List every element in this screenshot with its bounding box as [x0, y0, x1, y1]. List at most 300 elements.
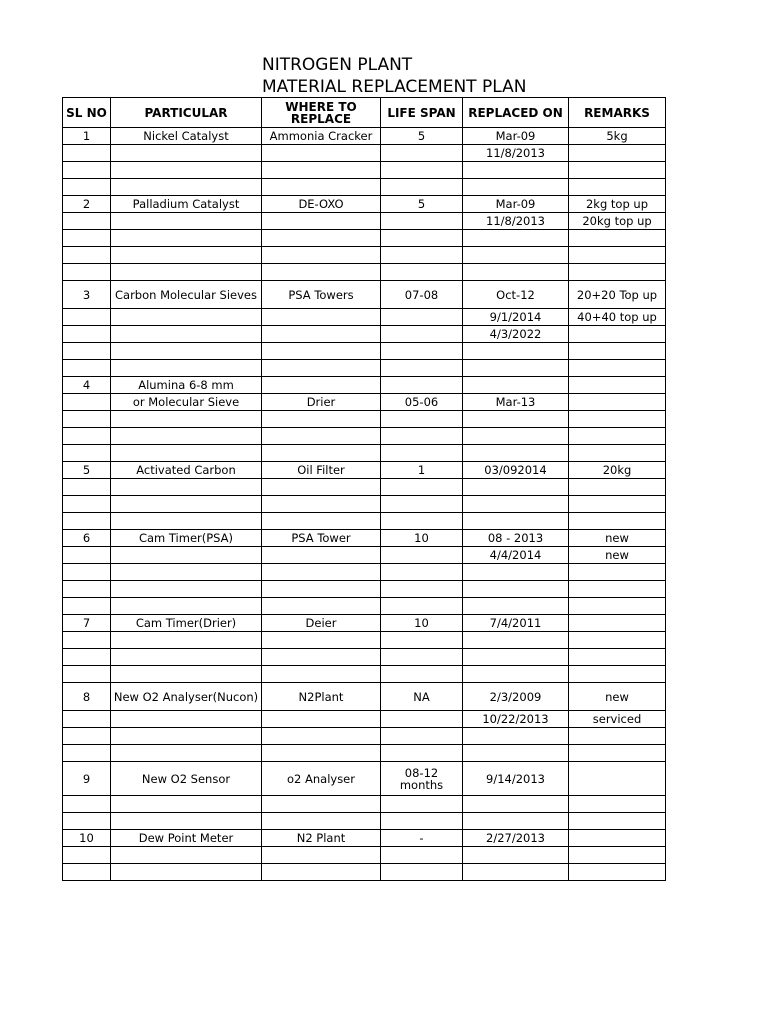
cell-remarks: new [569, 683, 666, 711]
cell-replaced-on [463, 496, 569, 513]
cell-particular [111, 479, 262, 496]
cell-where-to-replace: N2 Plant [262, 830, 381, 847]
table-row [63, 864, 666, 881]
cell-particular [111, 309, 262, 326]
cell-where-to-replace [262, 666, 381, 683]
cell-sl-no: 9 [63, 762, 111, 796]
cell-particular: Cam Timer(PSA) [111, 530, 262, 547]
cell-particular [111, 230, 262, 247]
cell-where-to-replace [262, 547, 381, 564]
cell-sl-no [63, 213, 111, 230]
cell-replaced-on [463, 428, 569, 445]
cell-replaced-on: 4/3/2022 [463, 326, 569, 343]
cell-particular [111, 428, 262, 445]
cell-replaced-on [463, 632, 569, 649]
cell-where-to-replace [262, 247, 381, 264]
cell-sl-no: 2 [63, 196, 111, 213]
cell-sl-no [63, 247, 111, 264]
cell-sl-no [63, 864, 111, 881]
cell-replaced-on: 2/3/2009 [463, 683, 569, 711]
table-row [63, 179, 666, 196]
cell-life-span: 10 [381, 530, 463, 547]
cell-where-to-replace: Oil Filter [262, 462, 381, 479]
cell-where-to-replace [262, 230, 381, 247]
cell-where-to-replace [262, 428, 381, 445]
cell-replaced-on: 08 - 2013 [463, 530, 569, 547]
cell-life-span [381, 796, 463, 813]
cell-life-span [381, 847, 463, 864]
cell-remarks [569, 864, 666, 881]
table-row [63, 230, 666, 247]
cell-where-to-replace [262, 411, 381, 428]
cell-life-span [381, 513, 463, 530]
table-row [63, 513, 666, 530]
cell-where-to-replace [262, 796, 381, 813]
table-row [63, 728, 666, 745]
cell-remarks [569, 513, 666, 530]
cell-remarks [569, 343, 666, 360]
cell-particular [111, 745, 262, 762]
cell-particular [111, 847, 262, 864]
cell-where-to-replace: PSA Tower [262, 530, 381, 547]
table-row [63, 479, 666, 496]
table-row [63, 632, 666, 649]
cell-life-span [381, 445, 463, 462]
table-row [63, 547, 666, 564]
table-row [63, 666, 666, 683]
cell-remarks [569, 394, 666, 411]
cell-remarks [569, 179, 666, 196]
cell-life-span [381, 564, 463, 581]
header-sl-no: SL NO [63, 98, 111, 128]
cell-remarks [569, 445, 666, 462]
table-row [63, 162, 666, 179]
cell-sl-no [63, 796, 111, 813]
cell-sl-no [63, 230, 111, 247]
cell-where-to-replace [262, 745, 381, 762]
cell-replaced-on: 10/22/2013 [463, 711, 569, 728]
table-row [63, 813, 666, 830]
cell-life-span: 5 [381, 128, 463, 145]
cell-replaced-on [463, 796, 569, 813]
cell-sl-no [63, 360, 111, 377]
cell-where-to-replace [262, 162, 381, 179]
cell-remarks [569, 598, 666, 615]
cell-sl-no [63, 411, 111, 428]
cell-remarks: 5kg [569, 128, 666, 145]
cell-life-span: - [381, 830, 463, 847]
cell-life-span [381, 632, 463, 649]
cell-particular [111, 581, 262, 598]
header-replaced-on: REPLACED ON [463, 98, 569, 128]
table-row [63, 564, 666, 581]
cell-sl-no [63, 598, 111, 615]
cell-particular [111, 162, 262, 179]
table-row [63, 411, 666, 428]
cell-sl-no [63, 666, 111, 683]
table-row [63, 343, 666, 360]
cell-particular [111, 360, 262, 377]
cell-where-to-replace [262, 213, 381, 230]
cell-life-span [381, 728, 463, 745]
cell-remarks: 2kg top up [569, 196, 666, 213]
cell-replaced-on [463, 581, 569, 598]
cell-where-to-replace [262, 649, 381, 666]
cell-replaced-on: 11/8/2013 [463, 145, 569, 162]
cell-particular: Nickel Catalyst [111, 128, 262, 145]
cell-replaced-on: 03/092014 [463, 462, 569, 479]
cell-where-to-replace: N2Plant [262, 683, 381, 711]
cell-sl-no [63, 479, 111, 496]
table-row [63, 128, 666, 145]
cell-remarks [569, 745, 666, 762]
cell-particular: New O2 Sensor [111, 762, 262, 796]
cell-life-span [381, 649, 463, 666]
cell-where-to-replace [262, 632, 381, 649]
table-row [63, 847, 666, 864]
cell-where-to-replace [262, 360, 381, 377]
cell-remarks [569, 581, 666, 598]
cell-particular [111, 547, 262, 564]
cell-where-to-replace: o2 Analyser [262, 762, 381, 796]
cell-replaced-on [463, 179, 569, 196]
cell-where-to-replace: DE-OXO [262, 196, 381, 213]
cell-particular [111, 728, 262, 745]
cell-sl-no [63, 581, 111, 598]
cell-particular: Dew Point Meter [111, 830, 262, 847]
header-row [63, 98, 666, 128]
cell-particular [111, 813, 262, 830]
cell-where-to-replace [262, 564, 381, 581]
cell-sl-no: 10 [63, 830, 111, 847]
header-life-span: LIFE SPAN [381, 98, 463, 128]
cell-replaced-on [463, 745, 569, 762]
cell-particular [111, 179, 262, 196]
cell-remarks [569, 564, 666, 581]
table-row [63, 309, 666, 326]
cell-replaced-on [463, 411, 569, 428]
cell-sl-no [63, 309, 111, 326]
cell-replaced-on: Mar-13 [463, 394, 569, 411]
cell-sl-no [63, 162, 111, 179]
table-row [63, 445, 666, 462]
cell-sl-no: 5 [63, 462, 111, 479]
cell-replaced-on: 9/14/2013 [463, 762, 569, 796]
table-row [63, 247, 666, 264]
cell-life-span [381, 428, 463, 445]
cell-life-span [381, 711, 463, 728]
cell-life-span [381, 230, 463, 247]
cell-sl-no [63, 513, 111, 530]
table-row [63, 394, 666, 411]
cell-remarks: 40+40 top up [569, 309, 666, 326]
cell-where-to-replace [262, 864, 381, 881]
cell-sl-no: 3 [63, 281, 111, 309]
cell-life-span: NA [381, 683, 463, 711]
cell-sl-no: 7 [63, 615, 111, 632]
cell-remarks [569, 847, 666, 864]
cell-sl-no [63, 745, 111, 762]
document-subtitle: MATERIAL REPLACEMENT PLAN [262, 77, 527, 97]
cell-replaced-on [463, 564, 569, 581]
table-row [63, 326, 666, 343]
cell-remarks: new [569, 530, 666, 547]
cell-life-span [381, 581, 463, 598]
cell-particular: Cam Timer(Drier) [111, 615, 262, 632]
cell-life-span: 08-12 months [381, 762, 463, 796]
cell-sl-no [63, 394, 111, 411]
cell-sl-no [63, 711, 111, 728]
cell-remarks [569, 728, 666, 745]
cell-sl-no [63, 632, 111, 649]
cell-replaced-on [463, 343, 569, 360]
cell-life-span: 07-08 [381, 281, 463, 309]
cell-life-span [381, 547, 463, 564]
cell-where-to-replace: Drier [262, 394, 381, 411]
cell-sl-no [63, 326, 111, 343]
table-row [63, 428, 666, 445]
cell-replaced-on [463, 728, 569, 745]
cell-particular [111, 796, 262, 813]
cell-sl-no [63, 847, 111, 864]
cell-particular [111, 711, 262, 728]
cell-particular [111, 564, 262, 581]
cell-replaced-on [463, 264, 569, 281]
table-row [63, 530, 666, 547]
cell-particular [111, 513, 262, 530]
cell-replaced-on [463, 162, 569, 179]
cell-particular [111, 666, 262, 683]
cell-remarks: serviced [569, 711, 666, 728]
cell-replaced-on [463, 479, 569, 496]
cell-where-to-replace [262, 496, 381, 513]
cell-where-to-replace [262, 179, 381, 196]
table-row [63, 796, 666, 813]
cell-where-to-replace [262, 264, 381, 281]
cell-particular [111, 264, 262, 281]
cell-sl-no [63, 813, 111, 830]
cell-remarks [569, 264, 666, 281]
table-row [63, 264, 666, 281]
table-row [63, 360, 666, 377]
cell-replaced-on [463, 360, 569, 377]
cell-remarks: new [569, 547, 666, 564]
cell-where-to-replace: Deier [262, 615, 381, 632]
table-row [63, 462, 666, 479]
cell-remarks [569, 247, 666, 264]
cell-replaced-on: 4/4/2014 [463, 547, 569, 564]
cell-replaced-on [463, 513, 569, 530]
cell-particular: New O2 Analyser(Nucon) [111, 683, 262, 711]
cell-where-to-replace [262, 377, 381, 394]
cell-sl-no [63, 264, 111, 281]
cell-where-to-replace [262, 711, 381, 728]
cell-remarks [569, 145, 666, 162]
cell-sl-no [63, 728, 111, 745]
cell-replaced-on [463, 813, 569, 830]
cell-life-span [381, 343, 463, 360]
cell-life-span [381, 666, 463, 683]
cell-life-span [381, 213, 463, 230]
cell-remarks [569, 649, 666, 666]
cell-life-span [381, 179, 463, 196]
cell-remarks [569, 762, 666, 796]
cell-particular [111, 496, 262, 513]
cell-where-to-replace [262, 847, 381, 864]
cell-life-span [381, 411, 463, 428]
table-row [63, 496, 666, 513]
table-row [63, 745, 666, 762]
cell-replaced-on [463, 377, 569, 394]
table-row [63, 830, 666, 847]
cell-where-to-replace [262, 581, 381, 598]
cell-sl-no: 6 [63, 530, 111, 547]
cell-life-span [381, 864, 463, 881]
cell-particular [111, 598, 262, 615]
table-row [63, 213, 666, 230]
cell-remarks [569, 411, 666, 428]
cell-particular [111, 145, 262, 162]
cell-sl-no: 1 [63, 128, 111, 145]
cell-life-span: 10 [381, 615, 463, 632]
cell-where-to-replace [262, 326, 381, 343]
cell-where-to-replace [262, 513, 381, 530]
cell-sl-no [63, 343, 111, 360]
cell-particular [111, 326, 262, 343]
cell-remarks [569, 162, 666, 179]
cell-sl-no [63, 547, 111, 564]
table-row [63, 762, 666, 796]
table-row [63, 196, 666, 213]
cell-particular [111, 649, 262, 666]
table-row [63, 615, 666, 632]
table-row [63, 649, 666, 666]
cell-where-to-replace [262, 598, 381, 615]
cell-life-span: 5 [381, 196, 463, 213]
cell-particular: Activated Carbon [111, 462, 262, 479]
cell-life-span [381, 745, 463, 762]
cell-particular: or Molecular Sieve [111, 394, 262, 411]
cell-life-span [381, 813, 463, 830]
cell-replaced-on: Oct-12 [463, 281, 569, 309]
cell-remarks [569, 813, 666, 830]
cell-remarks [569, 479, 666, 496]
table-row [63, 281, 666, 309]
cell-sl-no: 4 [63, 377, 111, 394]
cell-remarks [569, 360, 666, 377]
cell-life-span [381, 479, 463, 496]
cell-sl-no [63, 564, 111, 581]
cell-where-to-replace [262, 728, 381, 745]
cell-replaced-on: 9/1/2014 [463, 309, 569, 326]
cell-where-to-replace [262, 479, 381, 496]
cell-life-span [381, 145, 463, 162]
cell-replaced-on [463, 598, 569, 615]
cell-particular [111, 411, 262, 428]
cell-sl-no [63, 428, 111, 445]
cell-replaced-on [463, 666, 569, 683]
header-particular: PARTICULAR [111, 98, 262, 128]
cell-remarks: 20kg top up [569, 213, 666, 230]
cell-where-to-replace: Ammonia Cracker [262, 128, 381, 145]
cell-remarks [569, 428, 666, 445]
cell-where-to-replace [262, 145, 381, 162]
table-row [63, 145, 666, 162]
cell-remarks [569, 632, 666, 649]
cell-particular: Carbon Molecular Sieves [111, 281, 262, 309]
cell-where-to-replace [262, 309, 381, 326]
cell-life-span [381, 496, 463, 513]
header-remarks: REMARKS [569, 98, 666, 128]
cell-particular [111, 632, 262, 649]
cell-particular [111, 247, 262, 264]
document-title: NITROGEN PLANT [262, 55, 413, 75]
cell-where-to-replace [262, 445, 381, 462]
table-row [63, 377, 666, 394]
cell-remarks [569, 830, 666, 847]
cell-remarks [569, 666, 666, 683]
cell-remarks [569, 326, 666, 343]
cell-remarks [569, 496, 666, 513]
cell-life-span [381, 162, 463, 179]
cell-remarks: 20kg [569, 462, 666, 479]
cell-particular: Alumina 6-8 mm [111, 377, 262, 394]
cell-replaced-on [463, 649, 569, 666]
cell-replaced-on: 11/8/2013 [463, 213, 569, 230]
cell-replaced-on: 7/4/2011 [463, 615, 569, 632]
cell-sl-no: 8 [63, 683, 111, 711]
cell-remarks [569, 615, 666, 632]
cell-particular [111, 864, 262, 881]
cell-particular [111, 213, 262, 230]
cell-sl-no [63, 649, 111, 666]
cell-particular [111, 343, 262, 360]
cell-particular: Palladium Catalyst [111, 196, 262, 213]
header-where-to-replace: WHERE TO REPLACE [262, 98, 381, 128]
cell-life-span [381, 309, 463, 326]
cell-life-span: 05-06 [381, 394, 463, 411]
cell-where-to-replace [262, 343, 381, 360]
cell-replaced-on [463, 445, 569, 462]
cell-life-span [381, 326, 463, 343]
cell-where-to-replace: PSA Towers [262, 281, 381, 309]
cell-life-span [381, 264, 463, 281]
cell-remarks [569, 230, 666, 247]
cell-remarks [569, 796, 666, 813]
cell-replaced-on [463, 247, 569, 264]
cell-sl-no [63, 445, 111, 462]
cell-life-span [381, 377, 463, 394]
cell-replaced-on: Mar-09 [463, 128, 569, 145]
table-row [63, 711, 666, 728]
cell-life-span [381, 247, 463, 264]
cell-replaced-on [463, 847, 569, 864]
cell-replaced-on: 2/27/2013 [463, 830, 569, 847]
table-row [63, 683, 666, 711]
table-row [63, 581, 666, 598]
cell-sl-no [63, 496, 111, 513]
replacement-plan-table [62, 97, 666, 881]
cell-replaced-on: Mar-09 [463, 196, 569, 213]
cell-life-span [381, 360, 463, 377]
cell-remarks: 20+20 Top up [569, 281, 666, 309]
cell-sl-no [63, 179, 111, 196]
table-body [63, 128, 666, 881]
cell-remarks [569, 377, 666, 394]
cell-life-span: 1 [381, 462, 463, 479]
cell-replaced-on [463, 864, 569, 881]
cell-sl-no [63, 145, 111, 162]
